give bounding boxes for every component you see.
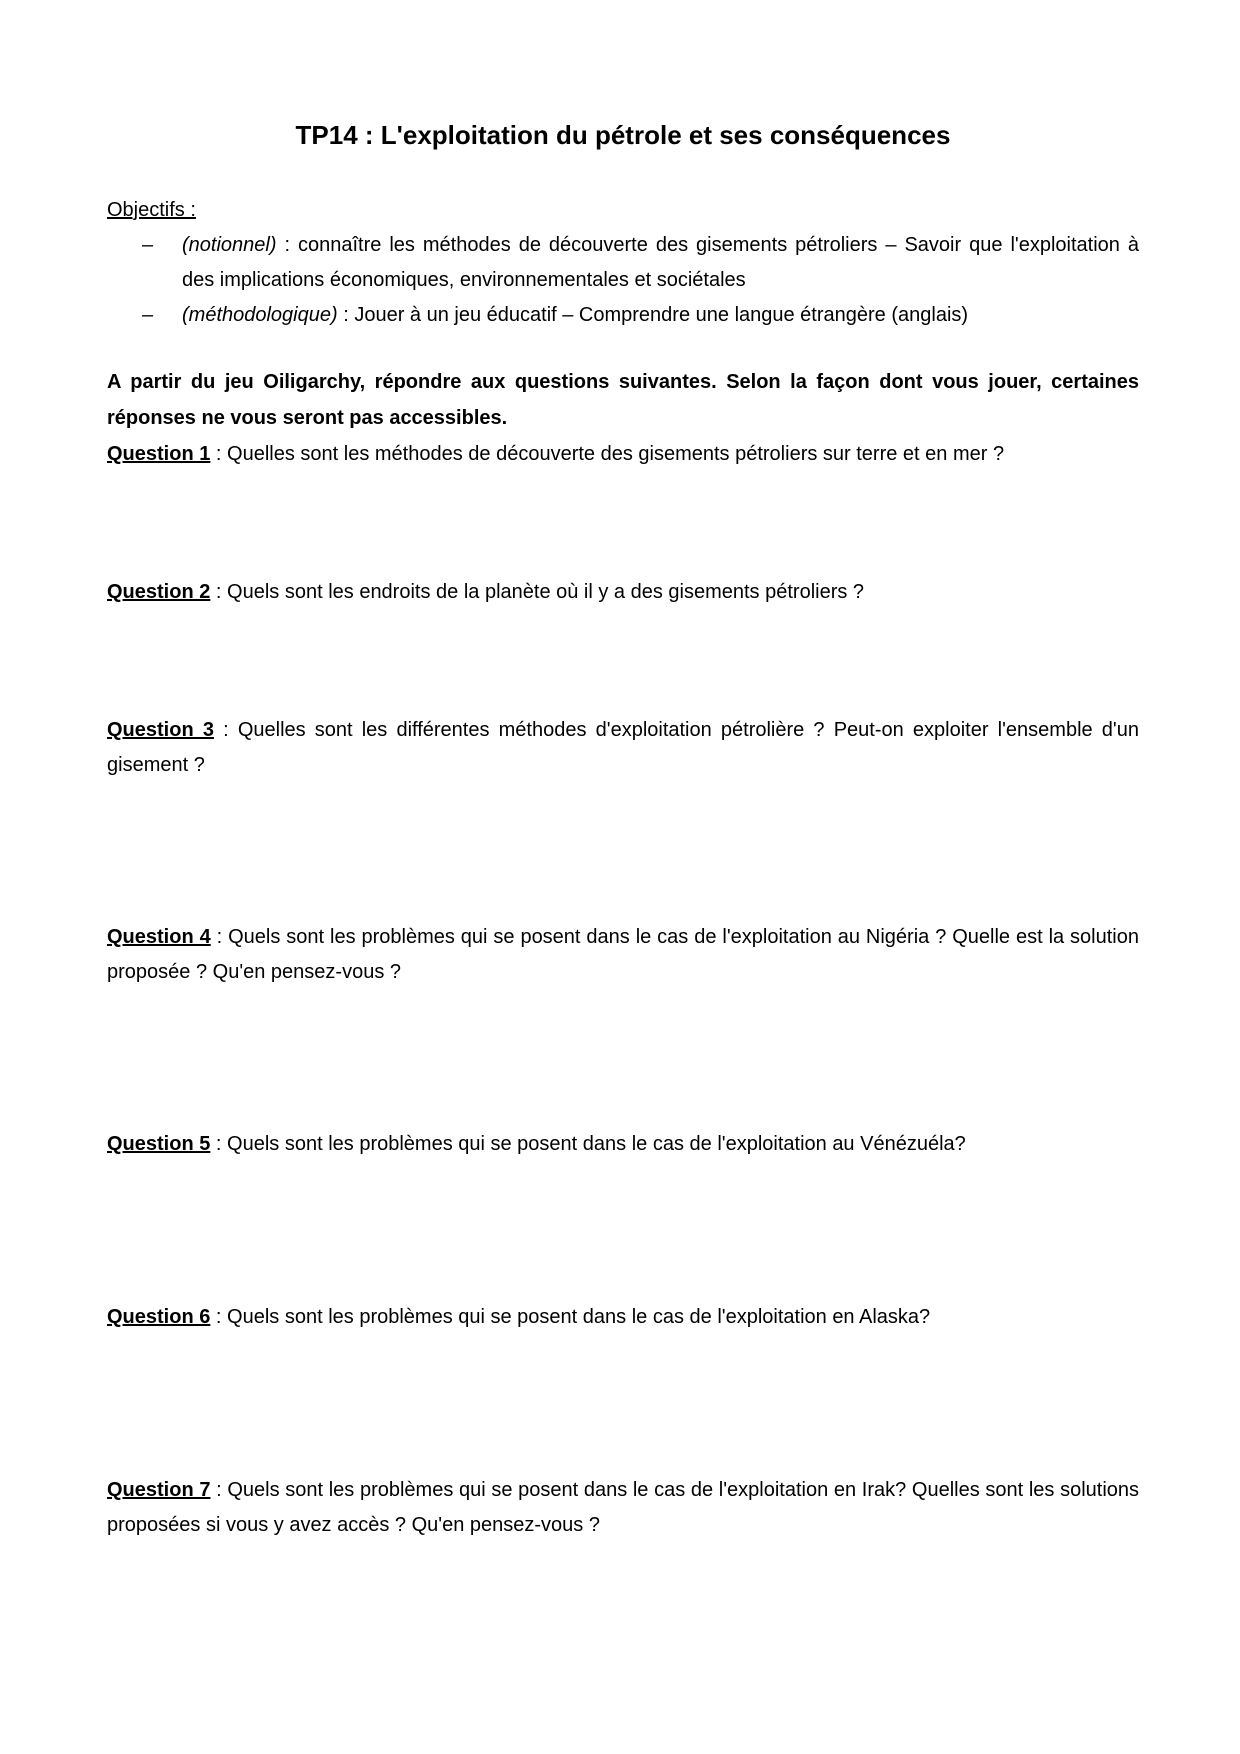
- question-label: Question 2: [107, 581, 211, 603]
- question-label: Question 3: [107, 719, 214, 741]
- question-2: [107, 575, 1139, 610]
- question-5: [107, 1127, 1139, 1162]
- question-label: Question 5: [107, 1133, 211, 1155]
- objectives-heading: Objectifs :: [107, 199, 196, 221]
- question-text: : Quels sont les problèmes qui se posent dans le cas de l'exploitation en Alaska?: [210, 1306, 931, 1328]
- question-text: : Quels sont les problèmes qui se posent dans le cas de l'exploitation en Irak? Quelles sont les solutions proposées si vous y avez accès ? Qu'en pensez-vous ?: [107, 1479, 1140, 1536]
- question-label: Question 4: [107, 926, 211, 948]
- objective-text: : connaître les méthodes de découverte des gisements pétroliers – Savoir que l'exploitation à des implications économiques, environnementales et sociétales: [182, 234, 1139, 291]
- list-dash: –: [142, 234, 154, 256]
- objective-item-notionnel: [107, 228, 1139, 298]
- question-6: [107, 1300, 1139, 1335]
- page-title: TP14 : L'exploitation du pétrole et ses conséquences: [295, 120, 951, 150]
- objectives-list: [107, 228, 1139, 333]
- list-dash: –: [142, 304, 154, 326]
- objective-label: (méthodologique): [182, 304, 338, 326]
- document-page: [107, 0, 1139, 1754]
- question-3: [107, 713, 1139, 783]
- question-label: Question 7: [107, 1479, 211, 1501]
- question-text: : Quelles sont les méthodes de découverte des gisements pétroliers sur terre et en mer ?: [210, 443, 1005, 465]
- objective-text: : Jouer à un jeu éducatif – Comprendre une langue étrangère (anglais): [337, 304, 969, 326]
- question-text: : Quels sont les problèmes qui se posent dans le cas de l'exploitation au Nigéria ? Quelle est la solution proposée ? Qu'en pensez-vous ?: [107, 926, 1139, 983]
- question-label: Question 6: [107, 1306, 211, 1328]
- objective-item-methodologique: [107, 298, 1139, 333]
- question-4: [107, 920, 1139, 990]
- question-label: Question 1: [107, 443, 211, 465]
- instructions-intro: A partir du jeu Oiligarchy, répondre aux questions suivantes. Selon la façon dont vous jouer, certaines réponses ne vous seront pas accessibles.: [107, 371, 1139, 429]
- question-text: : Quels sont les problèmes qui se posent dans le cas de l'exploitation au Vénézuéla?: [210, 1133, 966, 1155]
- question-7: [107, 1473, 1139, 1543]
- question-text: : Quelles sont les différentes méthodes d'exploitation pétrolière ? Peut-on exploiter l'ensemble d'un gisement ?: [107, 719, 1139, 776]
- objective-label: (notionnel): [182, 234, 277, 256]
- question-text: : Quels sont les endroits de la planète où il y a des gisements pétroliers ?: [210, 581, 865, 603]
- question-1: [107, 437, 1139, 472]
